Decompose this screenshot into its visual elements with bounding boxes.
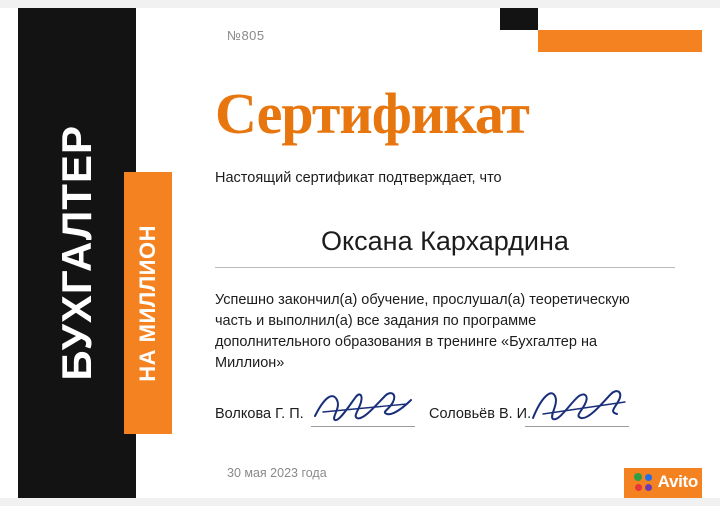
signatory-name-1: Волкова Г. П.: [215, 406, 304, 422]
avito-logo-icon: [634, 473, 653, 492]
certificate-number: №805: [227, 28, 265, 43]
vertical-band-title: [18, 8, 136, 498]
certificate-content: [213, 8, 702, 498]
signature-area: [215, 398, 683, 432]
certificate-body-text: Успешно закончил(а) обучение, прослушал(а) теоретическую часть и выполнил(а) все задания по программе дополнительного образования в тренинге «Бухгалтер на Миллион»: [215, 292, 630, 372]
recipient-name: Оксана Кархардина: [321, 226, 569, 256]
signature-line-2: [525, 426, 629, 427]
certificate-date: 30 мая 2023 года: [227, 466, 327, 480]
handwritten-signature-icon-2: [525, 386, 629, 426]
vertical-band-subtitle: [124, 172, 172, 434]
handwritten-signature-icon-1: [311, 386, 415, 426]
avito-watermark-label: Avito: [657, 472, 698, 491]
recipient-underline: [215, 267, 675, 268]
signatory-name-2: Соловьёв В. И.: [429, 406, 532, 422]
certificate-title: Сертификат: [215, 81, 529, 146]
certificate-subtitle: Настоящий сертификат подтверждает, что: [215, 170, 502, 186]
signature-line-1: [311, 426, 415, 427]
vertical-band-subtitle-text: НА МИЛЛИОН: [135, 224, 160, 382]
avito-watermark: [634, 472, 698, 492]
vertical-band-title-text: БУХГАЛТЕР: [53, 125, 100, 381]
